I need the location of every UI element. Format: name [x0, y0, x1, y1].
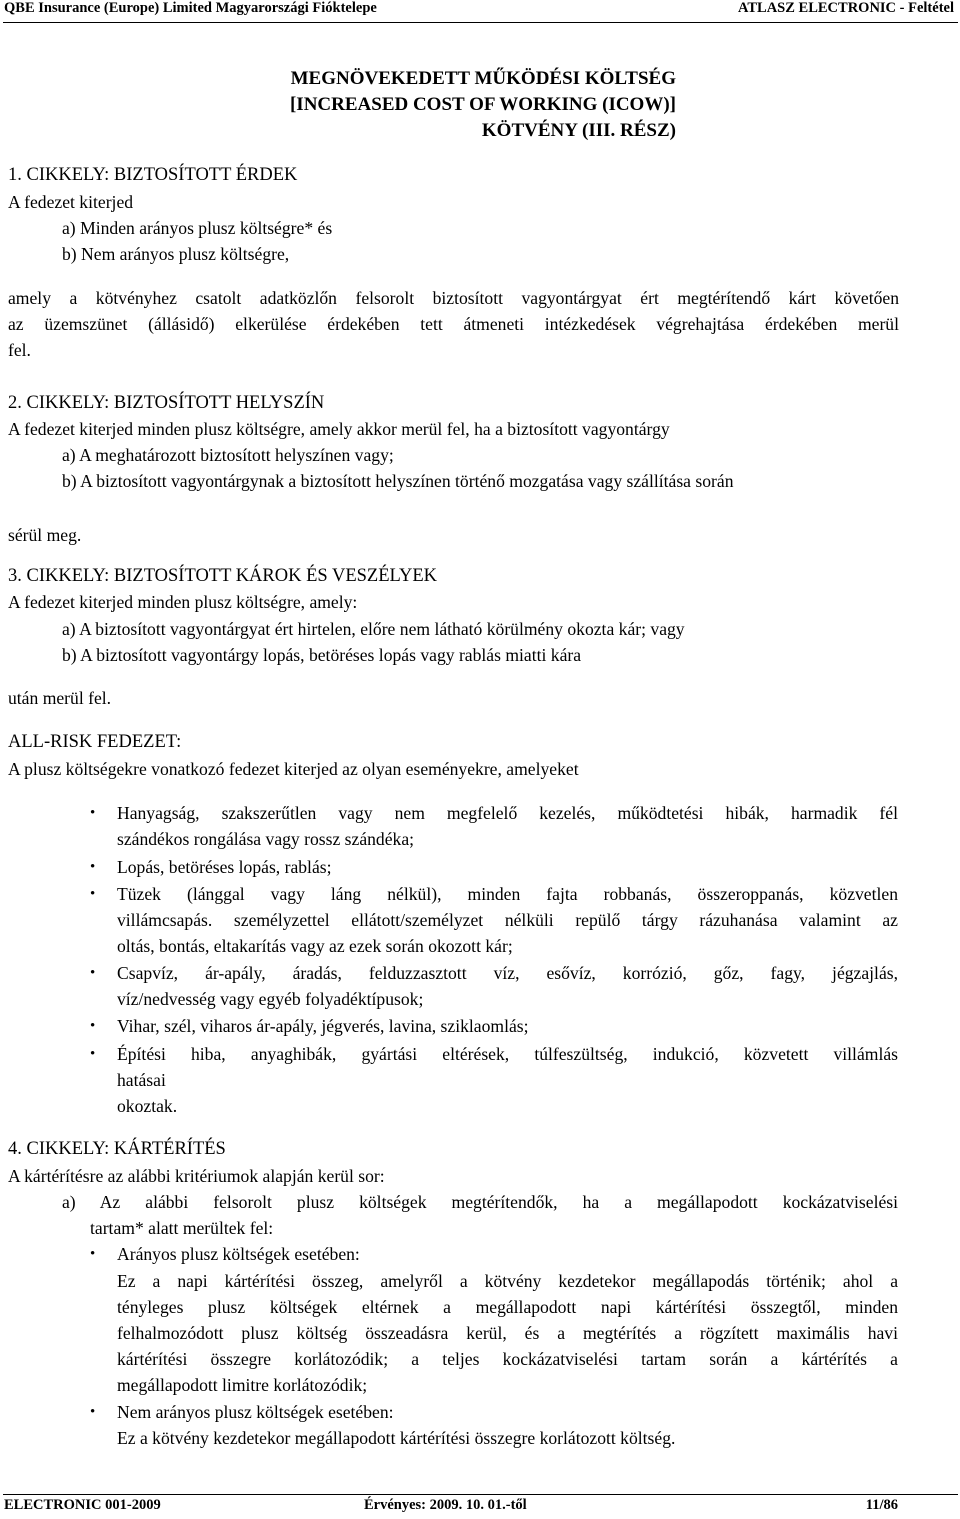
footer-page-number: 11/86: [865, 1497, 898, 1513]
allrisk-item-6-line-1: Építési hiba, anyaghibák, gyártási eltérések, túlfeszültség, indukció, közvetett villámlás: [117, 1044, 898, 1064]
section-4-paragraph-line-3: felhalmozódott plusz költség összeadásra kerül, és a megtérítés a rögzített maximális havi: [117, 1323, 898, 1343]
allrisk-item-1-line-2: szándékos rongálása vagy rossz szándéka;: [117, 829, 415, 849]
section-1-paragraph-line-2: az üzemszünet (állásidő) elkerülése érdekében tett átmeneti intézkedések végrehajtása érdekében merül: [8, 314, 899, 334]
section-2-end: sérül meg.: [8, 525, 82, 545]
section-2-intro: A fedezet kiterjed minden plusz költségre, amely akkor merül fel, ha a biztosított vagyontárgy: [8, 419, 670, 439]
section-4-item-a-line-1: a) Az alábbi felsorolt plusz költségek megtérítendők, ha a megállapodott kockázatviselési: [62, 1192, 898, 1212]
section-3-item-a: a) A biztosított vagyontárgyat ért hirtelen, előre nem látható körülmény okozta kár; vagy: [62, 619, 685, 639]
allrisk-item-2: Lopás, betöréses lopás, rablás;: [117, 857, 332, 877]
section-3-intro: A fedezet kiterjed minden plusz költségre, amely:: [8, 592, 358, 612]
allrisk-item-4-line-1: Csapvíz, ár-apály, áradás, felduzzasztott víz, esővíz, korrózió, gőz, fagy, jégzajlás,: [117, 963, 898, 983]
section-3-end: után merül fel.: [8, 688, 112, 708]
bullet-icon: •: [90, 1046, 96, 1062]
section-2-item-b: b) A biztosított vagyontárgynak a biztosított helyszínen történő mozgatása vagy szállítása során: [62, 471, 734, 491]
allrisk-heading: ALL-RISK FEDEZET:: [8, 732, 182, 752]
section-3-item-b: b) A biztosított vagyontárgy lopás, betöréses lopás vagy rablás miatti kára: [62, 645, 582, 665]
bullet-icon: •: [90, 805, 96, 821]
allrisk-item-4-line-2: víz/nedvesség vagy egyéb folyadéktípusok;: [117, 989, 424, 1009]
footer-center: Érvényes: 2009. 10. 01.-től: [364, 1497, 527, 1513]
bullet-icon: •: [90, 859, 96, 875]
bullet-icon: •: [90, 886, 96, 902]
section-2-item-a: a) A meghatározott biztosított helyszínen vagy;: [62, 445, 394, 465]
page-header: [0, 0, 960, 20]
footer-left: ELECTRONIC 001-2009: [4, 1497, 161, 1513]
section-4-heading: 4. CIKKELY: KÁRTÉRÍTÉS: [8, 1139, 226, 1159]
allrisk-intro: A plusz költségekre vonatkozó fedezet kiterjed az olyan eseményekre, amelyeket: [8, 759, 579, 779]
header-right: ATLASZ ELECTRONIC - Feltétel: [737, 0, 954, 16]
bullet-icon: •: [90, 1018, 96, 1034]
allrisk-item-1-line-1: Hanyagság, szakszerűtlen vagy nem megfelelő kezelés, működtetési hibák, harmadik fél: [117, 803, 898, 823]
section-4-paragraph-line-6: Ez a kötvény kezdetekor megállapodott kártérítési összegre korlátozott költség.: [117, 1428, 676, 1448]
allrisk-item-3-line-2: villámcsapás. személyzettel ellátott/személyzet nélküli repülő tárgy rázuhanása valamint az: [117, 910, 898, 930]
section-1-paragraph-line-3: fel.: [8, 340, 31, 360]
section-4-bullet-1: Arányos plusz költségek esetében:: [117, 1244, 360, 1264]
allrisk-item-6-line-2: hatásai: [117, 1070, 166, 1090]
section-1-heading: 1. CIKKELY: BIZTOSÍTOTT ÉRDEK: [8, 165, 298, 185]
section-3-heading: 3. CIKKELY: BIZTOSÍTOTT KÁROK ÉS VESZÉLYEK: [8, 566, 437, 586]
section-1-paragraph-line-1: amely a kötvényhez csatolt adatközlőn felsorolt biztosított vagyontárgyat ért megtérítendő kárt követően: [8, 288, 899, 308]
section-1-item-a: a) Minden arányos plusz költségre* és: [62, 218, 333, 238]
bullet-icon: •: [90, 1404, 96, 1420]
section-2-heading: 2. CIKKELY: BIZTOSÍTOTT HELYSZÍN: [8, 393, 325, 413]
section-4-bullet-2: Nem arányos plusz költségek esetében:: [117, 1402, 394, 1422]
title-line-1: MEGNÖVEKEDETT MŰKÖDÉSI KÖLTSÉG: [290, 68, 676, 89]
title-line-2: [INCREASED COST OF WORKING (ICOW)]: [289, 94, 676, 115]
section-1-item-b: b) Nem arányos plusz költségre,: [62, 244, 290, 264]
bullet-icon: •: [90, 965, 96, 981]
allrisk-item-6-line-3: okoztak.: [117, 1096, 178, 1116]
footer-rule: [3, 1494, 958, 1495]
section-4-paragraph-line-2: tényleges plusz költségek eltérnek a megállapodott napi kártérítési összegtől, minden: [117, 1297, 898, 1317]
section-4-paragraph-line-1: Ez a napi kártérítési összeg, amelyről a kötvény kezdetekor megállapodás történik; ahol a: [117, 1271, 898, 1291]
section-4-item-a-line-2: tartam* alatt merültek fel:: [90, 1218, 274, 1238]
header-left: QBE Insurance (Europe) Limited Magyarországi Fióktelepe: [4, 0, 377, 16]
allrisk-item-3-line-3: oltás, bontás, eltakarítás vagy az ezek során okozott kár;: [117, 936, 513, 956]
bullet-icon: •: [90, 1246, 96, 1262]
section-4-intro: A kártérítésre az alábbi kritériumok alapján kerül sor:: [8, 1166, 385, 1186]
header-rule: [3, 22, 958, 23]
allrisk-item-3-line-1: Tüzek (lánggal vagy láng nélkül), minden fajta robbanás, összeroppanás, közvetlen: [117, 884, 898, 904]
title-line-3: KÖTVÉNY (III. RÉSZ): [481, 120, 676, 141]
section-4-paragraph-line-4: kártérítési összegre korlátozódik; a teljes kockázatviselési tartam során a kártérítés a: [117, 1349, 898, 1369]
allrisk-item-5: Vihar, szél, viharos ár-apály, jégverés, lavina, sziklaomlás;: [117, 1016, 529, 1036]
section-1-intro: A fedezet kiterjed: [8, 192, 134, 212]
section-4-paragraph-line-5: megállapodott limitre korlátozódik;: [117, 1375, 368, 1395]
